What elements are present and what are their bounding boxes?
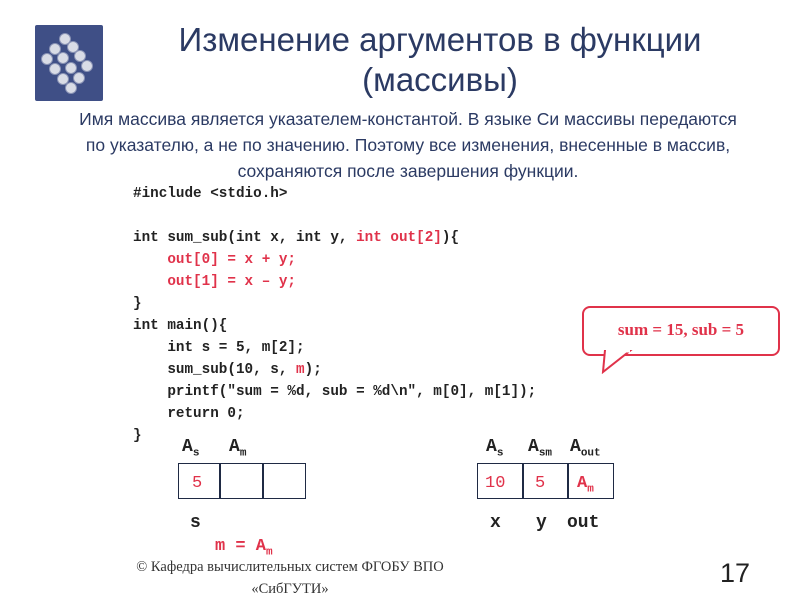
right-label-as: $A_s$: [486, 437, 504, 460]
left-label-as: $A_s$: [182, 437, 200, 460]
left-cell-m1: [263, 463, 306, 499]
footer-credit: [90, 556, 490, 600]
callout-tail-shape: [595, 350, 645, 374]
left-cell-s-value: 5: [192, 474, 203, 493]
code-line-3: out[0] = x + y;: [133, 252, 297, 268]
code-line-7: int s = 5, m[2];: [133, 340, 305, 356]
right-cell-y-value: 5: [535, 474, 546, 493]
right-cell-out-value: $A_m$: [577, 474, 594, 496]
right-label-aout: $A_{out}$: [570, 437, 601, 460]
right-cell-x-value: 10: [485, 474, 506, 493]
code-line-1: #include <stdio.h>: [133, 186, 288, 202]
code-line-8: sum_sub(10, s, m);: [133, 362, 322, 378]
right-var-out: out: [567, 513, 600, 533]
left-cell-m0: [220, 463, 263, 499]
pointer-equation: $m = A_m$: [215, 537, 273, 559]
code-line-11: }: [133, 428, 142, 444]
output-callout: [582, 306, 780, 356]
title-line-1: Изменение аргументов в функции: [178, 21, 702, 58]
code-arg-m: m: [296, 362, 305, 378]
code-line-5: }: [133, 296, 142, 312]
footer-line-2: «СибГУТИ»: [251, 581, 329, 597]
left-var-s: s: [190, 513, 201, 533]
logo-molecule-lattice-icon: [35, 25, 103, 101]
title-line-2: (массивы): [362, 61, 518, 98]
code-line-6: int main(){: [133, 318, 228, 334]
code-out-param: int out[2]: [356, 230, 442, 246]
code-line-2: int sum_sub(int x, int y, int out[2]){: [133, 230, 460, 246]
code-line-9: printf("sum = %d, sub = %d\n", m[0], m[1]);: [133, 384, 537, 400]
right-var-x: x: [490, 513, 501, 533]
right-cell-y: [523, 463, 568, 499]
callout-text: sum = 15, sub = 5: [617, 320, 745, 339]
footer-line-1: © Кафедра вычислительных систем ФГОБУ ВПО: [136, 559, 444, 575]
slide-title: [120, 20, 760, 100]
right-var-y: y: [536, 513, 547, 533]
code-line-4: out[1] = x – y;: [133, 274, 297, 290]
page-number: 17: [720, 558, 751, 588]
code-line-10: return 0;: [133, 406, 245, 422]
right-label-asm: $A_{sm}$: [528, 437, 553, 460]
intro-paragraph: Имя массива является указателем-константой. В языке Си массивы передаются по указателю, а не по значению. Поэтому все изменения, внесенные в массив, сохраняются после завершения функции.: [79, 109, 737, 181]
left-label-am: $A_m$: [229, 437, 247, 460]
code-listing: [133, 183, 536, 447]
